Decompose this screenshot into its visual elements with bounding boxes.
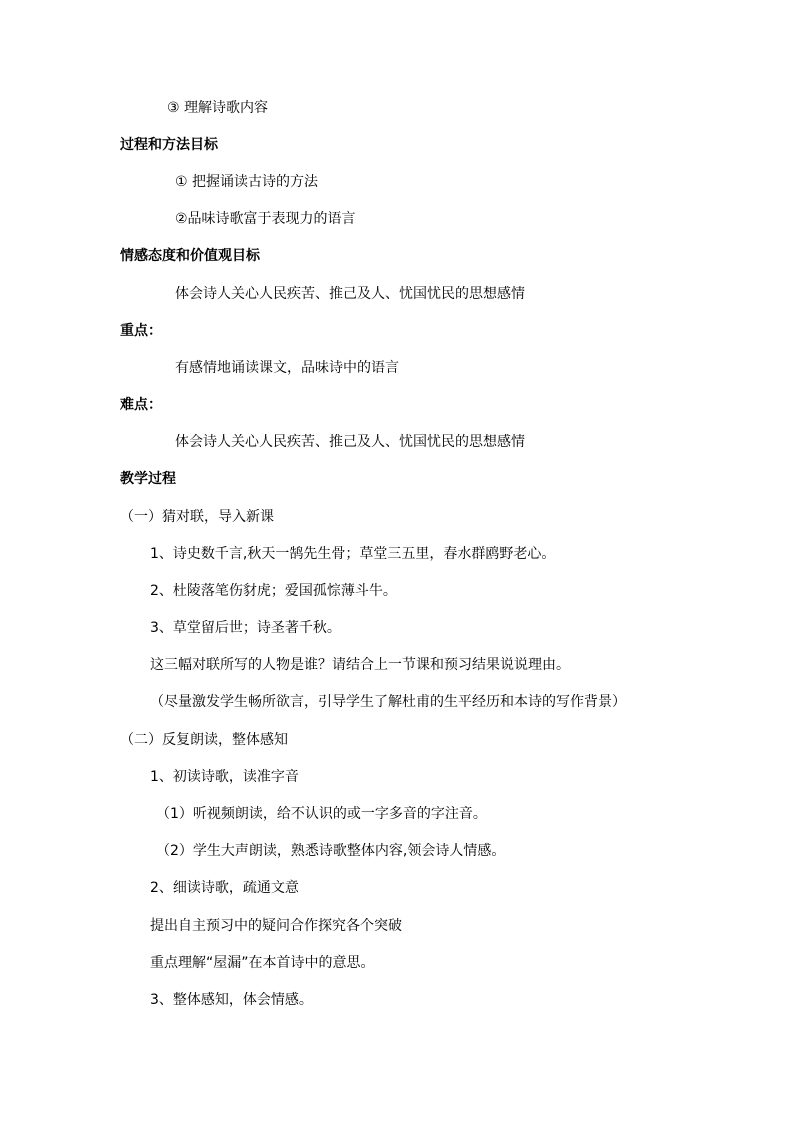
couplet-3: 3、草堂留后世；诗圣著千秋。 [150, 620, 341, 636]
section-1-title: （一）猜对联，导入新课 [120, 509, 274, 525]
step-1-sub-1: （1）听视频朗读，给不认识的或一字多音的字注音。 [156, 806, 487, 822]
emotion-values-text: 体会诗人关心人民疾苦、推己及人、忧国忧民的思想感情 [175, 286, 525, 302]
step-2: 2、细读诗歌，疏通文意 [150, 880, 299, 896]
teaching-process-heading: 教学过程 [120, 471, 176, 487]
couplet-1: 1、诗史数千言,秋天一鹄先生骨；草堂三五里，春水群鸥野老心。 [150, 546, 556, 562]
objective-item-3: ③ 理解诗歌内容 [167, 100, 269, 116]
key-points-text: 有感情地诵读课文，品味诗中的语言 [175, 360, 399, 376]
step-2-text-1: 提出自主预习中的疑问合作探究各个突破 [150, 918, 402, 934]
step-2-text-2: 重点理解“屋漏”在本首诗中的意思。 [150, 955, 375, 971]
step-1: 1、初读诗歌，读准字音 [150, 769, 299, 785]
couplet-question: 这三幅对联所写的人物是谁？请结合上一节课和预习结果说说理由。 [150, 657, 570, 673]
difficulties-heading: 难点： [120, 397, 162, 413]
process-item-2: ②品味诗歌富于表现力的语言 [175, 211, 356, 227]
process-methods-heading: 过程和方法目标 [120, 137, 218, 153]
step-3: 3、整体感知，体会情感。 [150, 992, 313, 1008]
emotion-values-heading: 情感态度和价值观目标 [120, 248, 260, 264]
section-2-title: （二）反复朗读，整体感知 [120, 732, 288, 748]
process-item-1: ① 把握诵读古诗的方法 [175, 174, 319, 190]
teaching-note: （尽量激发学生畅所欲言，引导学生了解杜甫的生平经历和本诗的写作背景） [150, 694, 626, 710]
step-1-sub-2: （2）学生大声朗读，熟悉诗歌整体内容,领会诗人情感。 [156, 843, 506, 859]
couplet-2: 2、杜陵落笔伤豺虎；爱国孤悰薄斗牛。 [150, 583, 397, 599]
key-points-heading: 重点： [120, 323, 162, 339]
difficulties-text: 体会诗人关心人民疾苦、推己及人、忧国忧民的思想感情 [175, 434, 525, 450]
